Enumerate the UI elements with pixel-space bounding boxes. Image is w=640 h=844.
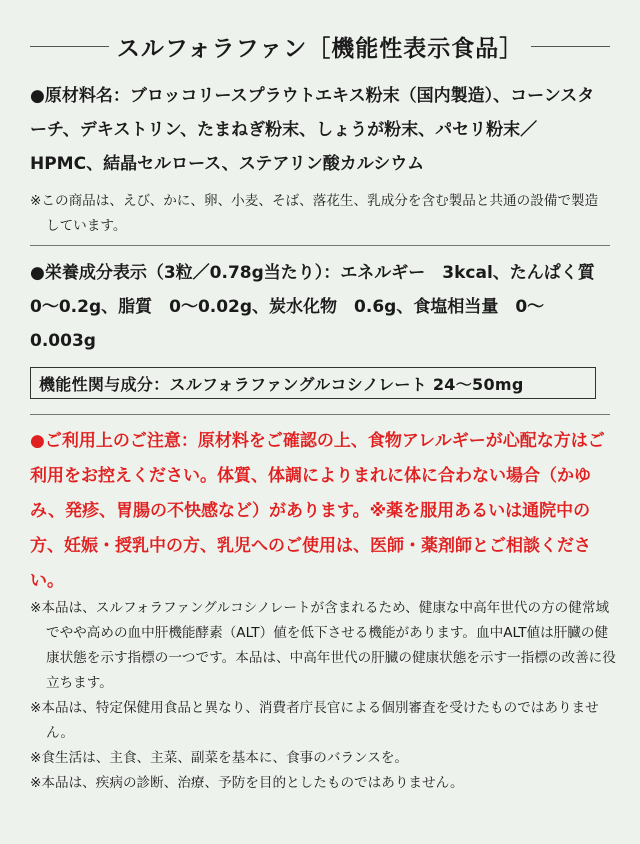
note-item: ※食生活は、主食、主菜、副菜を基本に、食事のバランスを。 (30, 750, 409, 766)
nutrition-text: ●栄養成分表示（3粒／0.78g当たり）：エネルギー 3kcal、たんぱく質 0～0.2g、脂質 0～0.02g、炭水化物 0.6g、食塩相当量 0～0.003g (30, 263, 612, 351)
functional-component-box: 機能性関与成分：スルフォラファングルコシノレート 24～50mg (30, 367, 596, 399)
note-item: ※本品は、特定保健用食品と異なり、消費者庁長官による個別審査を受けたものではありません。 (30, 700, 599, 741)
note-item: ※本品は、スルフォラファングルコシノレートが含まれるため、健康な中高年世代の方の健常域でやや高めの血中肝機能酵素（ALT）値を低下させる機能があります。血中ALT値は肝臓の健康状態を示す指標の一つです。本品は、中高年世代の肝臓の健康状態を示す一指標の改善に役立ちます。 (30, 600, 616, 691)
title-rule-right (531, 46, 610, 47)
caution-section (30, 424, 610, 599)
title-rule-left (30, 46, 109, 47)
divider-1 (30, 245, 610, 246)
allergen-note-text: ※この商品は、えび、かに、卵、小麦、そば、落花生、乳成分を含む製品と共通の設備で製造しています。 (30, 193, 599, 234)
ingredients-text: ●原材料名：ブロッコリースプラウトエキス粉末（国内製造）、コーンスターチ、デキストリン、たまねぎ粉末、しょうが粉末、パセリ粉末／HPMC、結晶セルロース、ステアリン酸カルシウム (30, 86, 595, 174)
note-item: ※本品は、疾病の診断、治療、予防を目的としたものではありません。 (30, 775, 464, 791)
ingredients-section (30, 79, 610, 239)
caution-text: ●ご利用上のご注意：原材料をご確認の上、食物アレルギーが心配な方はご利用をお控えください。体質、体調によりまれに体に合わない場合（かゆみ、発疹、胃腸の不快感など）があります。※薬を服用あるいは通院中の方、妊娠・授乳中の方、乳児へのご使用は、医師・薬剤師とご相談ください。 (30, 431, 605, 591)
title-row (30, 28, 610, 64)
allergen-note (30, 189, 610, 239)
divider-2 (30, 414, 610, 415)
nutrition-section (30, 256, 610, 358)
notes-list (30, 596, 616, 796)
page-title: スルフォラファン［機能性表示食品］ (116, 35, 524, 62)
